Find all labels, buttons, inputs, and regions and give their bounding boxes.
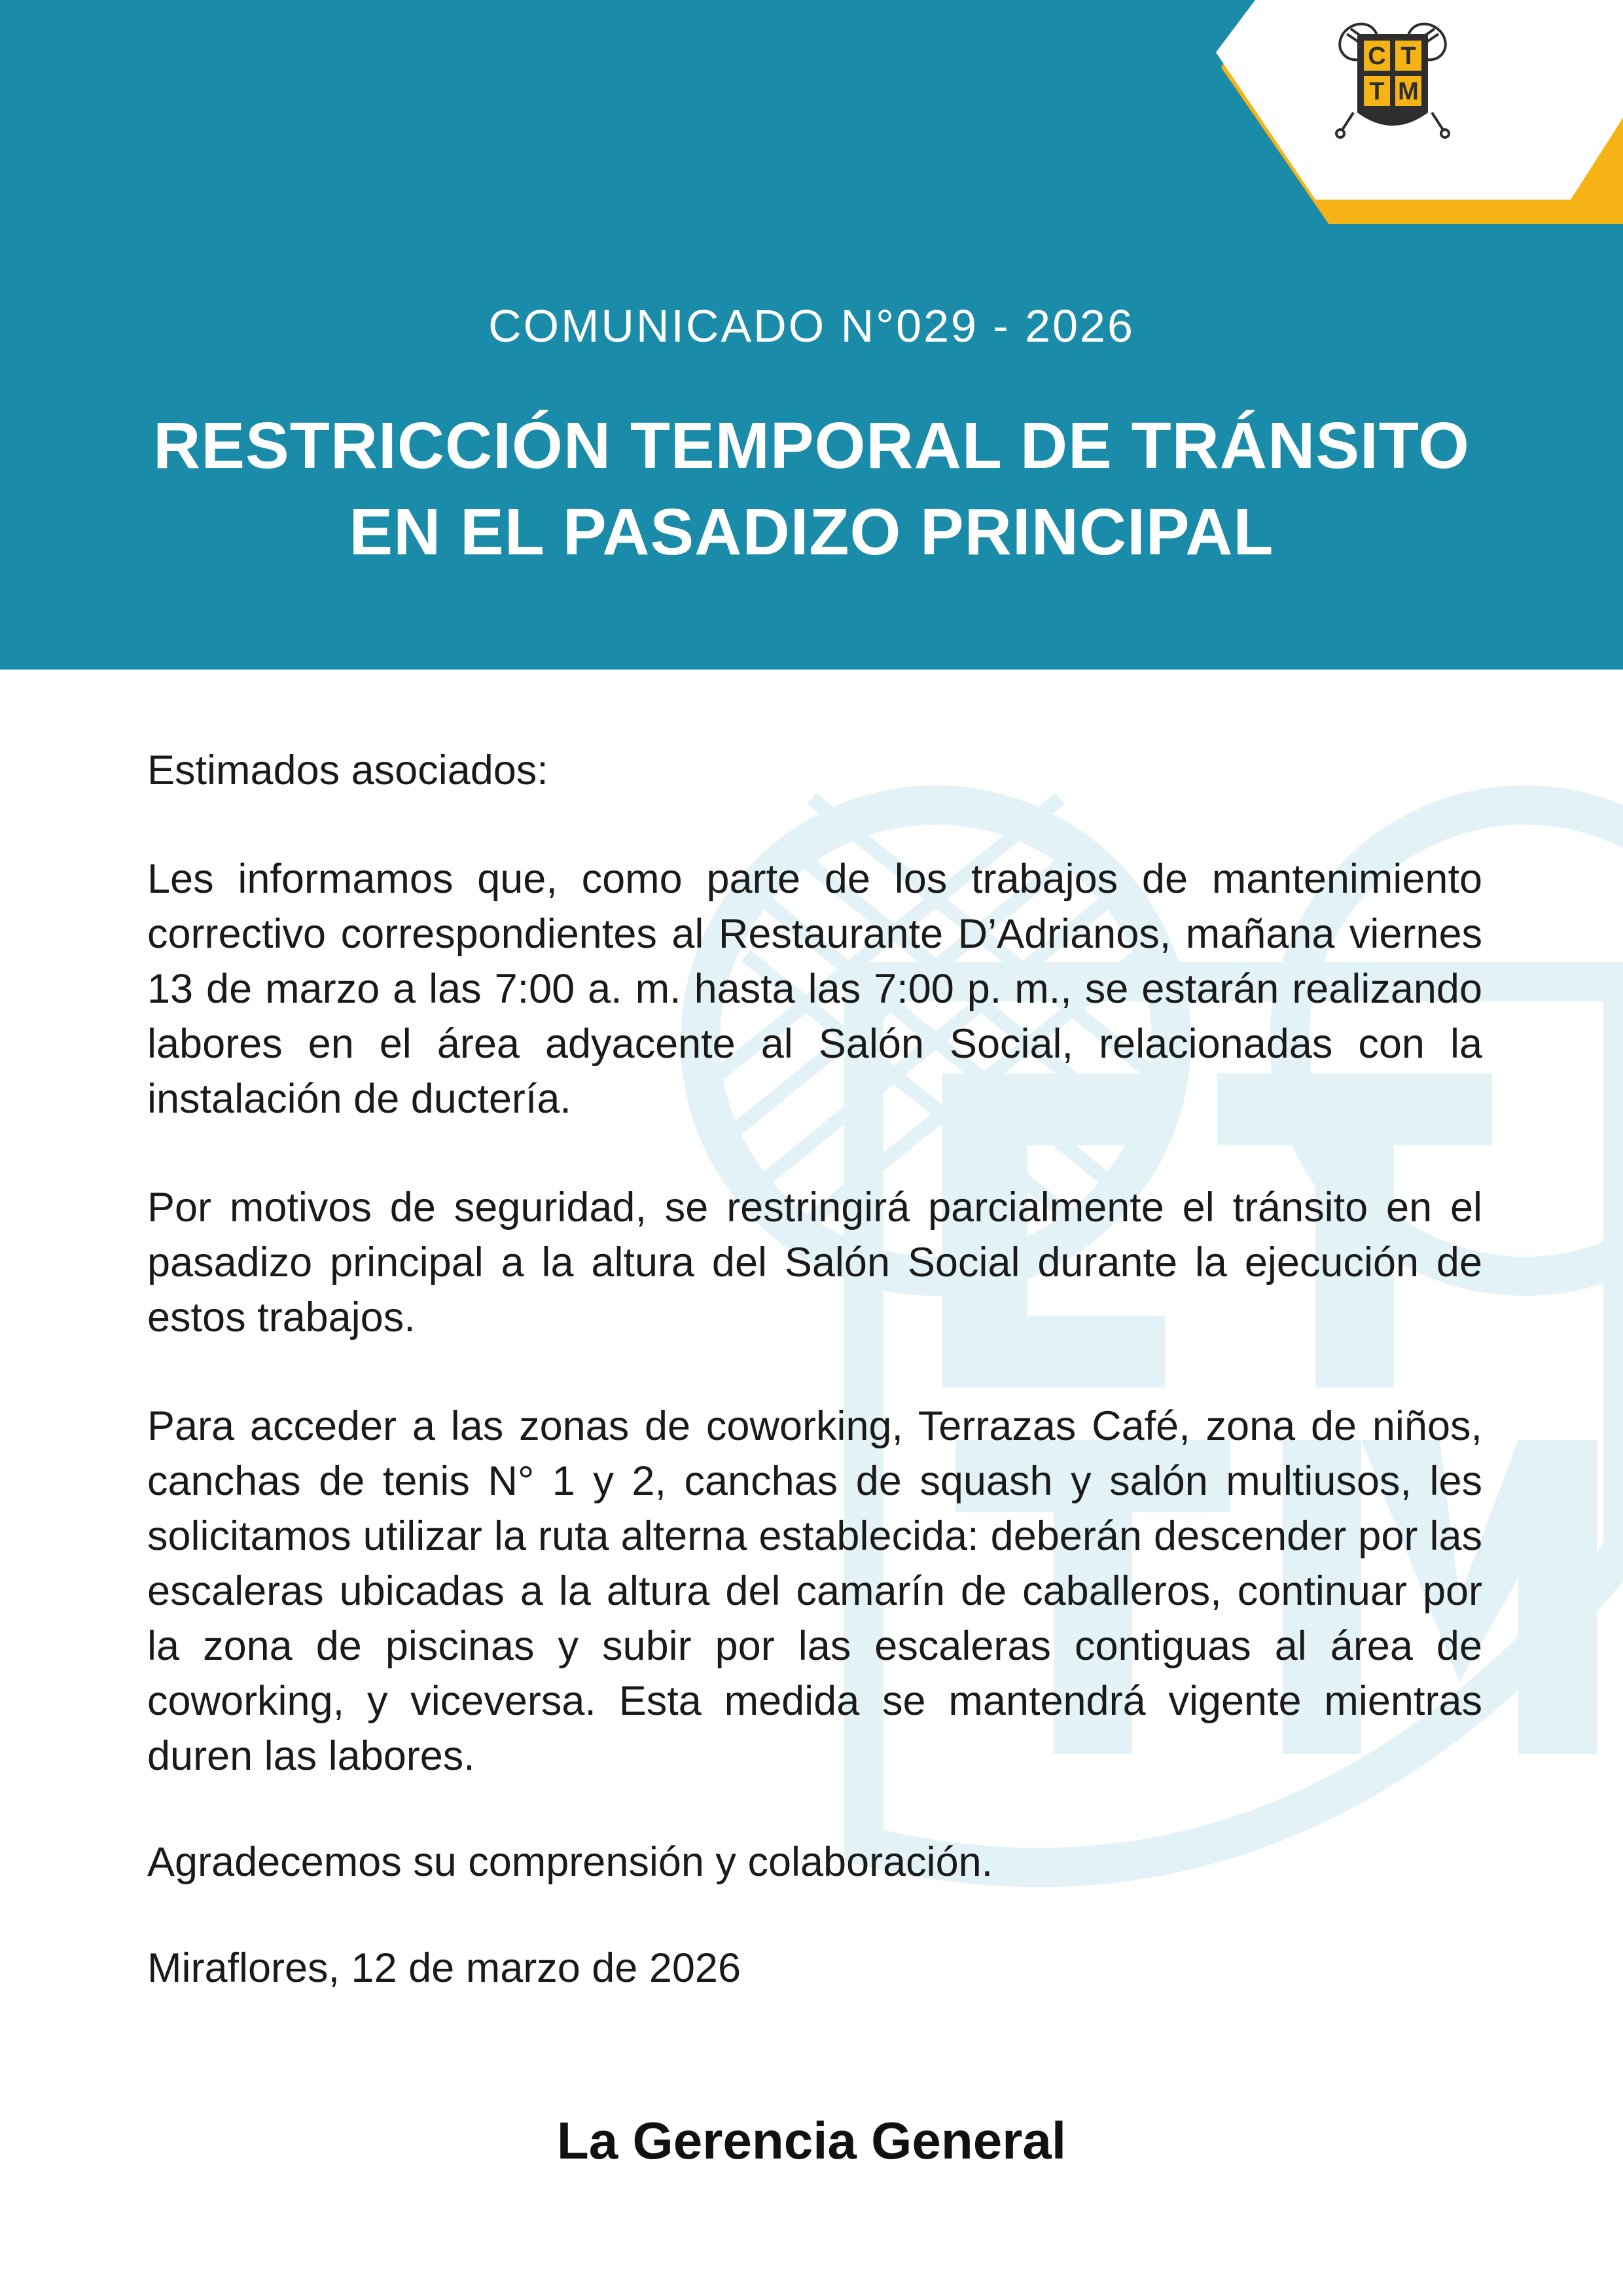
title-line-2: EN EL PASADIZO PRINCIPAL: [349, 495, 1274, 569]
header-banner: [0, 0, 1623, 670]
comunicado-number: COMUNICADO N°029 - 2026: [488, 300, 1135, 351]
greeting: Estimados asociados:: [147, 747, 548, 793]
paragraph-1: Les informamos que, como parte de los trabajos de mantenimiento correctivo correspondientes al Restaurante D’Adrianos, mañana viernes 13 de marzo a las 7:00 a. m. hasta las 7:00 p. m., se estarán realizando labores en el área adyacente al Salón Social, relacionadas con la instalación de ductería.: [147, 856, 1482, 1122]
page-title: [0, 403, 1623, 575]
logo-letter-4: M: [1398, 78, 1419, 105]
place-date: Miraflores, 12 de marzo de 2026: [147, 1945, 741, 1991]
logo-letter-3: T: [1369, 78, 1385, 105]
signature: La Gerencia General: [556, 2111, 1067, 2170]
thanks-line: Agradecemos su comprensión y colaboración.: [147, 1839, 993, 1885]
logo-letter-2: T: [1400, 43, 1416, 70]
paragraph-3: Para acceder a las zonas de coworking, Terrazas Café, zona de niños, canchas de tenis N° 1 y 2, canchas de squash y salón multiusos, les solicitamos utilizar la ruta alterna establecida: deberán descender por las escaleras ubicadas a la altura del camarín de caballeros, continuar por la zona de piscinas y subir por las escaleras contiguas al área de coworking, y viceversa. Esta medida se mantendrá vigente mientras duren las labores.: [147, 1403, 1482, 1779]
cttm-logo: [1327, 14, 1458, 145]
logo-letter-1: C: [1368, 43, 1386, 70]
title-line-1: RESTRICCIÓN TEMPORAL DE TRÁNSITO: [153, 409, 1470, 482]
paragraph-2: Por motivos de seguridad, se restringirá parcialmente el tránsito en el pasadizo principal a la altura del Salón Social durante la ejecución de estos trabajos.: [147, 1185, 1482, 1340]
letter-body: [147, 743, 1482, 1996]
